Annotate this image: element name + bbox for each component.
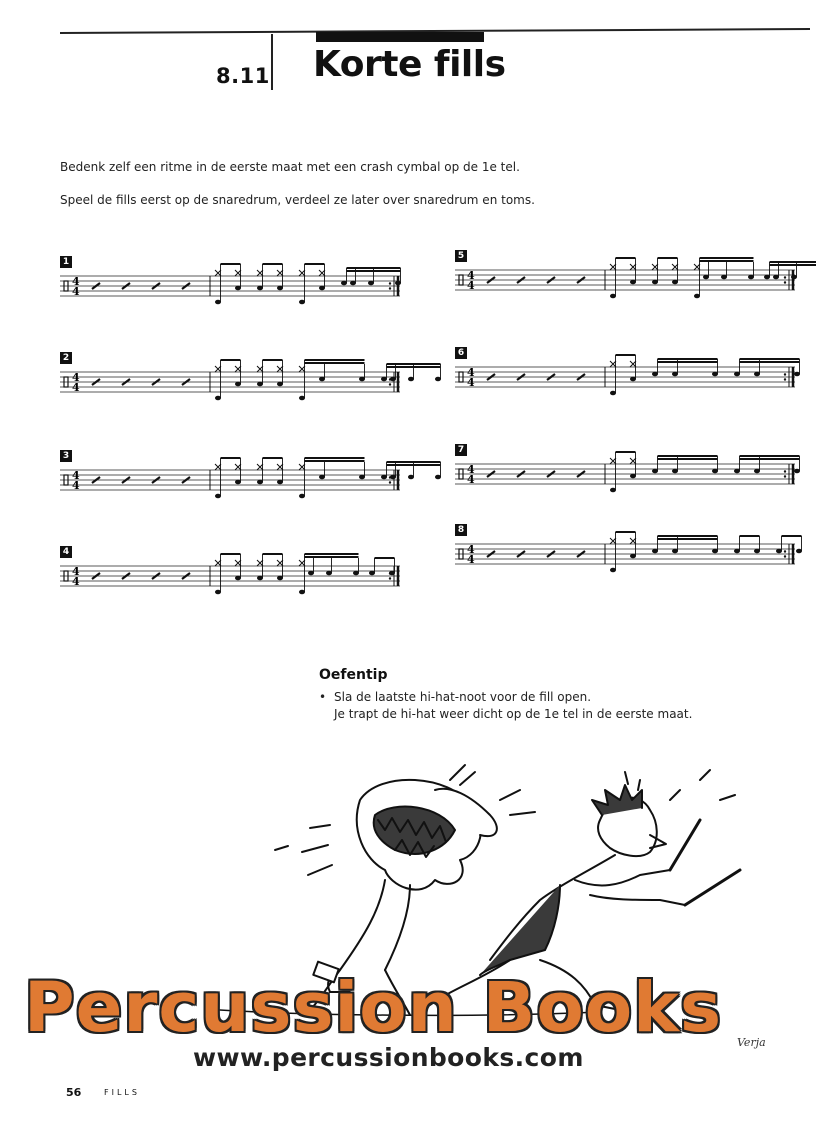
drum-staff <box>455 444 800 496</box>
time-signature-top: 4 <box>467 463 475 476</box>
drum-staff <box>60 352 405 404</box>
time-signature-bottom: 4 <box>72 285 80 298</box>
title-bar <box>316 32 484 42</box>
intro-line-1: Bedenk zelf een ritme in de eerste maat met een crash cymbal op de 1e tel. <box>60 160 520 174</box>
time-signature-bottom: 4 <box>72 575 80 588</box>
footer-section: FILLS <box>104 1088 140 1097</box>
exercise-number: 5 <box>455 250 467 262</box>
drum-staff <box>455 524 800 576</box>
section-number: 8.11 <box>216 64 270 88</box>
exercise-7 <box>455 444 800 490</box>
exercise-1 <box>60 256 405 302</box>
exercise-number: 7 <box>455 444 467 456</box>
exercise-number: 3 <box>60 450 72 462</box>
repeat-dot <box>784 373 786 375</box>
time-signature-top: 4 <box>467 269 475 282</box>
exercise-3 <box>60 450 405 496</box>
exercise-number: 1 <box>60 256 72 268</box>
watermark-url: www.percussionbooks.com <box>193 1043 584 1072</box>
title-divider <box>271 34 273 90</box>
tip-list <box>319 689 692 723</box>
tip-item <box>319 689 692 723</box>
repeat-dot <box>389 572 391 574</box>
time-signature-top: 4 <box>467 543 475 556</box>
tip-title: Oefentip <box>319 667 388 683</box>
exercise-number: 8 <box>455 524 467 536</box>
time-signature-top: 4 <box>72 565 80 578</box>
repeat-dot <box>389 383 391 385</box>
time-signature-bottom: 4 <box>467 473 475 486</box>
drum-staff <box>60 450 405 502</box>
time-signature-bottom: 4 <box>467 279 475 292</box>
time-signature-bottom: 4 <box>467 376 475 389</box>
exercise-number: 6 <box>455 347 467 359</box>
drum-staff <box>455 250 800 302</box>
time-signature-bottom: 4 <box>72 479 80 492</box>
watermark-brand: Percussion Books <box>24 968 723 1048</box>
repeat-dot <box>784 276 786 278</box>
tip-line-2: Je trapt de hi-hat weer dicht op de 1e tel in de eerste maat. <box>334 707 693 721</box>
drum-staff <box>60 546 405 598</box>
time-signature-bottom: 4 <box>72 381 80 394</box>
exercise-2 <box>60 352 405 398</box>
repeat-dot <box>389 282 391 284</box>
time-signature-top: 4 <box>72 275 80 288</box>
repeat-dot <box>389 378 391 380</box>
drum-staff <box>455 347 800 399</box>
intro-line-2: Speel de fills eerst op de snaredrum, verdeel ze later over snaredrum en toms. <box>60 193 535 207</box>
exercise-number: 2 <box>60 352 72 364</box>
repeat-dot <box>784 470 786 472</box>
exercise-number: 4 <box>60 546 72 558</box>
drum-staff <box>60 256 405 308</box>
repeat-dot <box>784 281 786 283</box>
time-signature-top: 4 <box>72 469 80 482</box>
repeat-dot <box>784 555 786 557</box>
time-signature-bottom: 4 <box>467 553 475 566</box>
repeat-dot <box>389 287 391 289</box>
exercise-8 <box>455 524 800 570</box>
time-signature-top: 4 <box>72 371 80 384</box>
exercise-4 <box>60 546 405 592</box>
repeat-dot <box>784 475 786 477</box>
repeat-dot <box>784 378 786 380</box>
exercise-5 <box>455 250 800 296</box>
tip-line-1: Sla de laatste hi-hat-noot voor de fill open. <box>334 690 592 704</box>
exercise-6 <box>455 347 800 393</box>
repeat-dot <box>389 577 391 579</box>
time-signature-top: 4 <box>467 366 475 379</box>
repeat-dot <box>784 550 786 552</box>
bullet-icon: • <box>319 690 327 704</box>
page-title: Korte fills <box>313 44 506 85</box>
repeat-dot <box>389 476 391 478</box>
artist-signature: Verja <box>737 1036 766 1049</box>
repeat-dot <box>389 481 391 483</box>
page-number: 56 <box>66 1086 82 1099</box>
